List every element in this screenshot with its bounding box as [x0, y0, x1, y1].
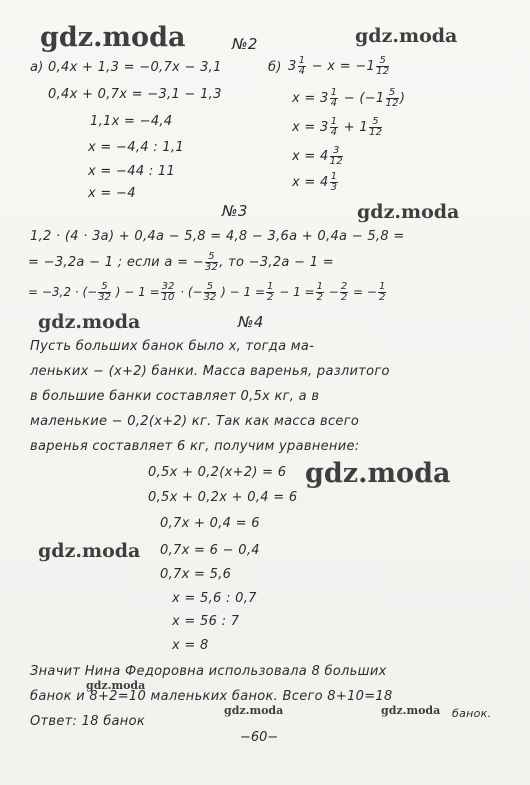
task2b-line: x = 3 $\frac{1}{4}$ − (−1 $\frac{5}{12}$ ): [292, 87, 406, 109]
task4-equation: 0,5x + 0,2(x+2) = 6: [148, 465, 287, 480]
task4-text-line: в большие банки составляет 0,5x кг, а в: [30, 389, 320, 404]
task2-heading: №2: [232, 35, 258, 53]
task4-heading: №4: [238, 313, 264, 331]
task4-answer-tail: банок.: [452, 707, 492, 720]
task4-equation: x = 8: [172, 638, 209, 653]
task3-line: = −3,2a − 1 ; если a = − $\frac{5}{32}$ , то −3,2a − 1 =: [28, 251, 334, 273]
watermark: gdz.moda: [224, 704, 284, 717]
task4-answer: Ответ: 18 банок: [30, 714, 146, 729]
task4-text-line: варенья составляет 6 кг, получим уравнение:: [30, 439, 360, 454]
task2a-line: 0,4x + 1,3 = −0,7x − 3,1: [48, 60, 222, 75]
task4-text-line: леньких − (x+2) банки. Масса варенья, разлитого: [30, 364, 390, 379]
page-number: −60−: [240, 730, 279, 745]
task4-equation: x = 5,6 : 0,7: [172, 591, 257, 606]
task2a-line: 1,1x = −4,4: [90, 114, 173, 129]
watermark: gdz.moda: [355, 25, 458, 47]
task2a-line: x = −4,4 : 1,1: [88, 140, 184, 155]
task2b-line: 3 $\frac{1}{4}$ − x = −1 $\frac{5}{12}$: [288, 55, 390, 77]
watermark: gdz.moda: [86, 679, 146, 692]
task2b-line: x = 4 $\frac{1}{3}$: [292, 171, 338, 193]
task4-conclusion-line: Значит Нина Федоровна использовала 8 больших: [30, 664, 387, 679]
watermark: gdz.moda: [381, 704, 441, 717]
watermark: gdz.moda: [305, 458, 451, 489]
task2a-line: x = −4: [88, 186, 136, 201]
task3-line: 1,2 · (4 · 3a) + 0,4a − 5,8 = 4,8 − 3,6a + 0,4a − 5,8 =: [30, 229, 405, 244]
task4-text-line: Пусть больших банок было x, тогда ма-: [30, 339, 315, 354]
task4-equation: 0,7x + 0,4 = 6: [160, 516, 260, 531]
task4-text-line: маленькие − 0,2(x+2) кг. Так как масса всего: [30, 414, 360, 429]
task2a-label: а): [30, 60, 44, 75]
watermark: gdz.moda: [38, 540, 141, 562]
task2a-line: 0,4x + 0,7x = −3,1 − 1,3: [48, 87, 222, 102]
task2b-line: x = 4 $\frac{3}{12}$: [292, 145, 343, 167]
task2b-label: б): [268, 60, 282, 75]
task4-equation: 0,7x = 5,6: [160, 567, 232, 582]
task4-equation: x = 56 : 7: [172, 614, 240, 629]
task4-equation: 0,7x = 6 − 0,4: [160, 543, 260, 558]
watermark: gdz.moda: [40, 22, 186, 53]
task2b-line: x = 3 $\frac{1}{4}$ + 1 $\frac{5}{12}$: [292, 116, 383, 138]
task4-conclusion-line: банок и 8+2=10 маленьких банок. Всего 8+10=18: [30, 689, 393, 704]
task2a-line: x = −44 : 11: [88, 164, 176, 179]
watermark: gdz.moda: [357, 201, 460, 223]
task3-heading: №3: [222, 202, 248, 220]
task3-line: = −3,2 · (− $\frac{5}{32}$ ) − 1 = $\frac{32}{10}$ · (− $\frac{5}{32}$ ) − 1 = $\frac{1}{2}$ − 1 = $\frac{1}{2}$ − $\frac{2}{2}$ = − $\frac{1}{2}$: [28, 281, 386, 303]
task4-equation: 0,5x + 0,2x + 0,4 = 6: [148, 490, 298, 505]
watermark: gdz.moda: [38, 311, 141, 333]
